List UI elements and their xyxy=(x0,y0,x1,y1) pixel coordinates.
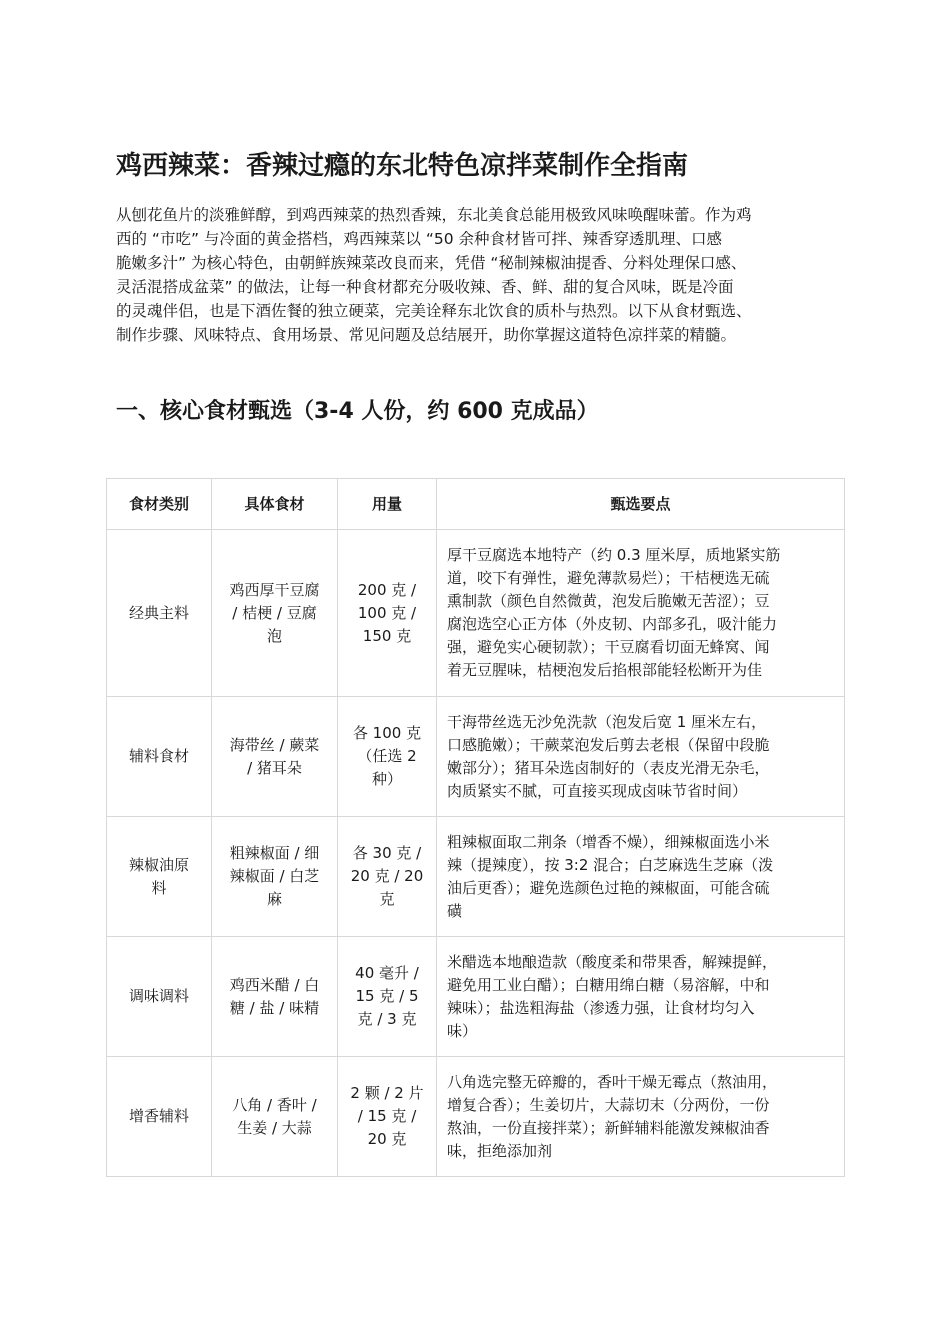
header-notes: 甄选要点 xyxy=(437,479,845,530)
cell-ingredients: 鸡西米醋 / 白 糖 / 盐 / 味精 xyxy=(212,937,338,1057)
cell-notes: 八角选完整无碎瓣的，香叶干燥无霉点（熬油用， 增复合香）；生姜切片，大蒜切末（分两份，一份 熬油，一份直接拌菜）；新鲜辅料能激发辣椒油香 味，拒绝添加剂 xyxy=(437,1057,845,1177)
cell-notes: 米醋选本地酿造款（酸度柔和带果香，解辣提鲜， 避免用工业白醋）；白糖用绵白糖（易溶解，中和 辣味）；盐选粗海盐（渗透力强，让食材均匀入 味） xyxy=(437,937,845,1057)
table-header-row xyxy=(107,479,845,530)
cell-category: 经典主料 xyxy=(107,530,212,697)
intro-line: 西的 “市吃” 与冷面的黄金搭档，鸡西辣菜以 “50 余种食材皆可拌、辣香穿透肌理、口感 xyxy=(116,230,723,248)
cell-ingredients: 八角 / 香叶 / 生姜 / 大蒜 xyxy=(212,1057,338,1177)
cell-amount: 各 100 克 （任选 2 种） xyxy=(338,697,437,817)
cell-category: 增香辅料 xyxy=(107,1057,212,1177)
cell-amount: 各 30 克 / 20 克 / 20 克 xyxy=(338,817,437,937)
intro-line: 的灵魂伴侣，也是下酒佐餐的独立硬菜，完美诠释东北饮食的质朴与热烈。以下从食材甄选、 xyxy=(116,302,752,320)
cell-notes: 干海带丝选无沙免洗款（泡发后宽 1 厘米左右， 口感脆嫩）；干蕨菜泡发后剪去老根（保留中段脆 嫩部分）；猪耳朵选卤制好的（表皮光滑无杂毛， 肉质紧实不腻，可直接买现成卤味节省时间） xyxy=(437,697,845,817)
section-heading: 一、核心食材甄选（3-4 人份，约 600 克成品） xyxy=(116,399,599,424)
cell-ingredients: 鸡西厚干豆腐 / 桔梗 / 豆腐 泡 xyxy=(212,530,338,697)
table-row xyxy=(107,1057,845,1177)
intro-line: 制作步骤、风味特点、食用场景、常见问题及总结展开，助你掌握这道特色凉拌菜的精髓。 xyxy=(116,326,737,344)
header-amount: 用量 xyxy=(338,479,437,530)
cell-notes: 粗辣椒面取二荆条（增香不燥），细辣椒面选小米 辣（提辣度），按 3:2 混合；白芝麻选生芝麻（泼 油后更香）；避免选颜色过艳的辣椒面，可能含硫 磺 xyxy=(437,817,845,937)
intro-line: 从刨花鱼片的淡雅鲜醇，到鸡西辣菜的热烈香辣，东北美食总能用极致风味唤醒味蕾。作为鸡 xyxy=(116,206,752,224)
cell-ingredients: 粗辣椒面 / 细 辣椒面 / 白芝 麻 xyxy=(212,817,338,937)
cell-category: 调味调料 xyxy=(107,937,212,1057)
intro-line: 脆嫩多汁” 为核心特色，由朝鲜族辣菜改良而来，凭借 “秘制辣椒油提香、分料处理保口感、 xyxy=(116,254,747,272)
cell-category: 辣椒油原 料 xyxy=(107,817,212,937)
intro-line: 灵活混搭成盆菜” 的做法，让每一种食材都充分吸收辣、香、鲜、甜的复合风味，既是冷面 xyxy=(116,278,734,296)
header-category: 食材类别 xyxy=(107,479,212,530)
cell-amount: 40 毫升 / 15 克 / 5 克 / 3 克 xyxy=(338,937,437,1057)
document-title: 鸡西辣菜：香辣过瘾的东北特色凉拌菜制作全指南 xyxy=(116,151,689,181)
cell-amount: 200 克 / 100 克 / 150 克 xyxy=(338,530,437,697)
table-row xyxy=(107,530,845,697)
ingredients-table xyxy=(106,478,845,1177)
table-row xyxy=(107,937,845,1057)
table-row xyxy=(107,817,845,937)
cell-notes: 厚干豆腐选本地特产（约 0.3 厘米厚，质地紧实筋 道，咬下有弹性，避免薄款易烂）；干桔梗选无硫 熏制款（颜色自然微黄，泡发后脆嫩无苦涩）；豆 腐泡选空心正方体（外皮韧、内部多孔，吸汁能力 强，避免实心硬韧款）；干豆腐看切面无蜂窝、闻 着无豆腥味，桔梗泡发后掐根部能轻松断开为佳 xyxy=(437,530,845,697)
cell-category: 辅料食材 xyxy=(107,697,212,817)
header-ingredients: 具体食材 xyxy=(212,479,338,530)
intro-paragraph xyxy=(116,203,840,347)
cell-ingredients: 海带丝 / 蕨菜 / 猪耳朵 xyxy=(212,697,338,817)
cell-amount: 2 颗 / 2 片 / 15 克 / 20 克 xyxy=(338,1057,437,1177)
table-row xyxy=(107,697,845,817)
